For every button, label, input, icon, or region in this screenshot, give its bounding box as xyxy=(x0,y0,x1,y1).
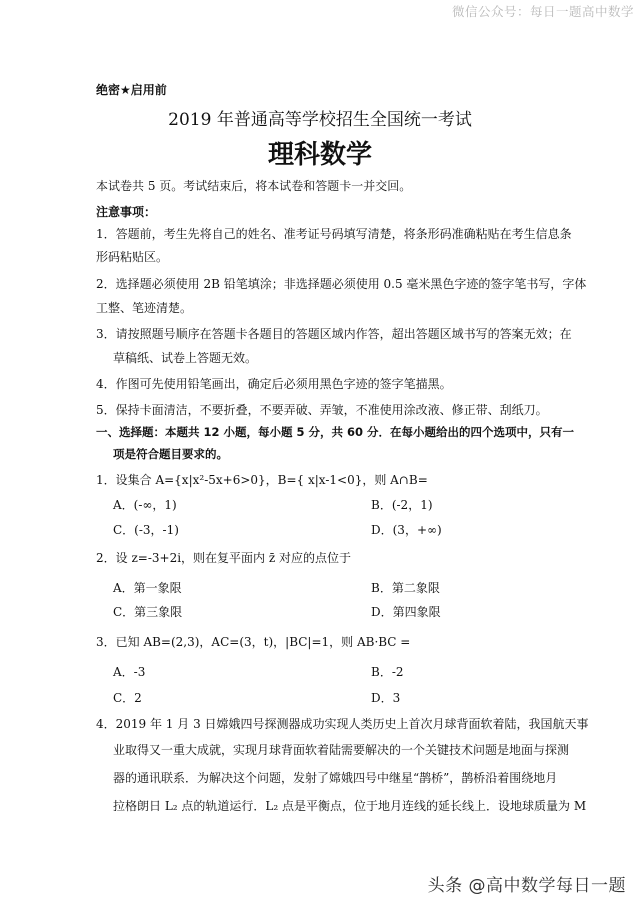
note-3a: 3．请按照题号顺序在答题卡各题目的答题区域内作答，超出答题区域书写的答案无效；在 xyxy=(96,327,572,341)
note-2b: 工整、笔迹清楚。 xyxy=(96,301,193,315)
q4-line4: 拉格朗日 L₂ 点的轨道运行．L₂ 点是平衡点，位于地月连线的延长线上．设地球质量为 M xyxy=(113,799,587,813)
subject-title: 理科数学 xyxy=(267,140,372,170)
q4-line3: 器的通讯联系．为解决这个问题，发射了嫦娥四号中继星“鹊桥”，鹊桥沿着围绕地月 xyxy=(113,771,558,785)
q1-option-b: B．(-2，1) xyxy=(371,498,433,512)
q1-option-c: C．(-3，-1) xyxy=(113,523,179,537)
note-1b: 形码粘贴区。 xyxy=(96,250,169,264)
q3-option-a: A．-3 xyxy=(113,665,146,679)
q2-option-a: A．第一象限 xyxy=(113,581,182,595)
watermark-top: 微信公众号：每日一题高中数学 xyxy=(451,4,634,19)
q2-option-d: D．第四象限 xyxy=(371,605,441,619)
q1-option-d: D．(3，+∞) xyxy=(371,523,442,537)
q4-line2: 业取得又一重大成就，实现月球背面软着陆需要解决的一个关键技术问题是地面与探测 xyxy=(113,743,570,757)
note-5: 5．保持卡面清洁，不要折叠，不要弄破、弄皱，不准使用涂改液、修正带、刮纸刀。 xyxy=(96,403,548,417)
section-heading-line1: 一、选择题：本题共 12 小题，每小题 5 分，共 60 分．在每小题给出的四个选项中，只有一 xyxy=(96,425,575,439)
q2-option-b: B．第二象限 xyxy=(371,581,440,595)
watermark-bottom: 头条 @高中数学每日一题 xyxy=(427,876,626,896)
q3-stem: 3．已知 AB=(2,3)，AC=(3，t)，|BC|=1，则 AB·BC = xyxy=(96,635,411,649)
q2-stem: 2．设 z=-3+2i，则在复平面内 z̄ 对应的点位于 xyxy=(96,551,351,565)
section-heading-line2: 项是符合题目要求的。 xyxy=(113,447,228,461)
note-1a: 1．答题前，考生先将自己的姓名、准考证号码填写清楚，将条形码准确粘贴在考生信息条 xyxy=(96,227,572,241)
note-4: 4．作图可先使用铅笔画出，确定后必须用黑色字迹的签字笔描黑。 xyxy=(96,377,452,391)
notes-heading: 注意事项： xyxy=(96,205,157,219)
note-2a: 2．选择题必须使用 2B 铅笔填涂；非选择题必须使用 0.5 毫米黑色字迹的签字笔书写，字体 xyxy=(96,277,587,291)
q4-line1: 4．2019 年 1 月 3 日嫦娥四号探测器成功实现人类历史上首次月球背面软着陆，我国航天事 xyxy=(96,717,589,731)
q3-option-d: D．3 xyxy=(371,691,401,705)
exam-title: 2019 年普通高等学校招生全国统一考试 xyxy=(168,110,472,130)
intro-text: 本试卷共 5 页。考试结束后，将本试卷和答题卡一并交回。 xyxy=(96,179,412,193)
note-3b: 草稿纸、试卷上答题无效。 xyxy=(113,351,258,365)
q2-option-c: C．第三象限 xyxy=(113,605,183,619)
q1-option-a: A．(-∞，1) xyxy=(113,498,177,512)
q3-option-b: B．-2 xyxy=(371,665,404,679)
confidential-label: 绝密★启用前 xyxy=(96,83,167,97)
q1-stem: 1．设集合 A={x|x²-5x+6>0}，B={ x|x-1<0}，则 A∩B= xyxy=(96,473,428,487)
q3-option-c: C．2 xyxy=(113,691,142,705)
